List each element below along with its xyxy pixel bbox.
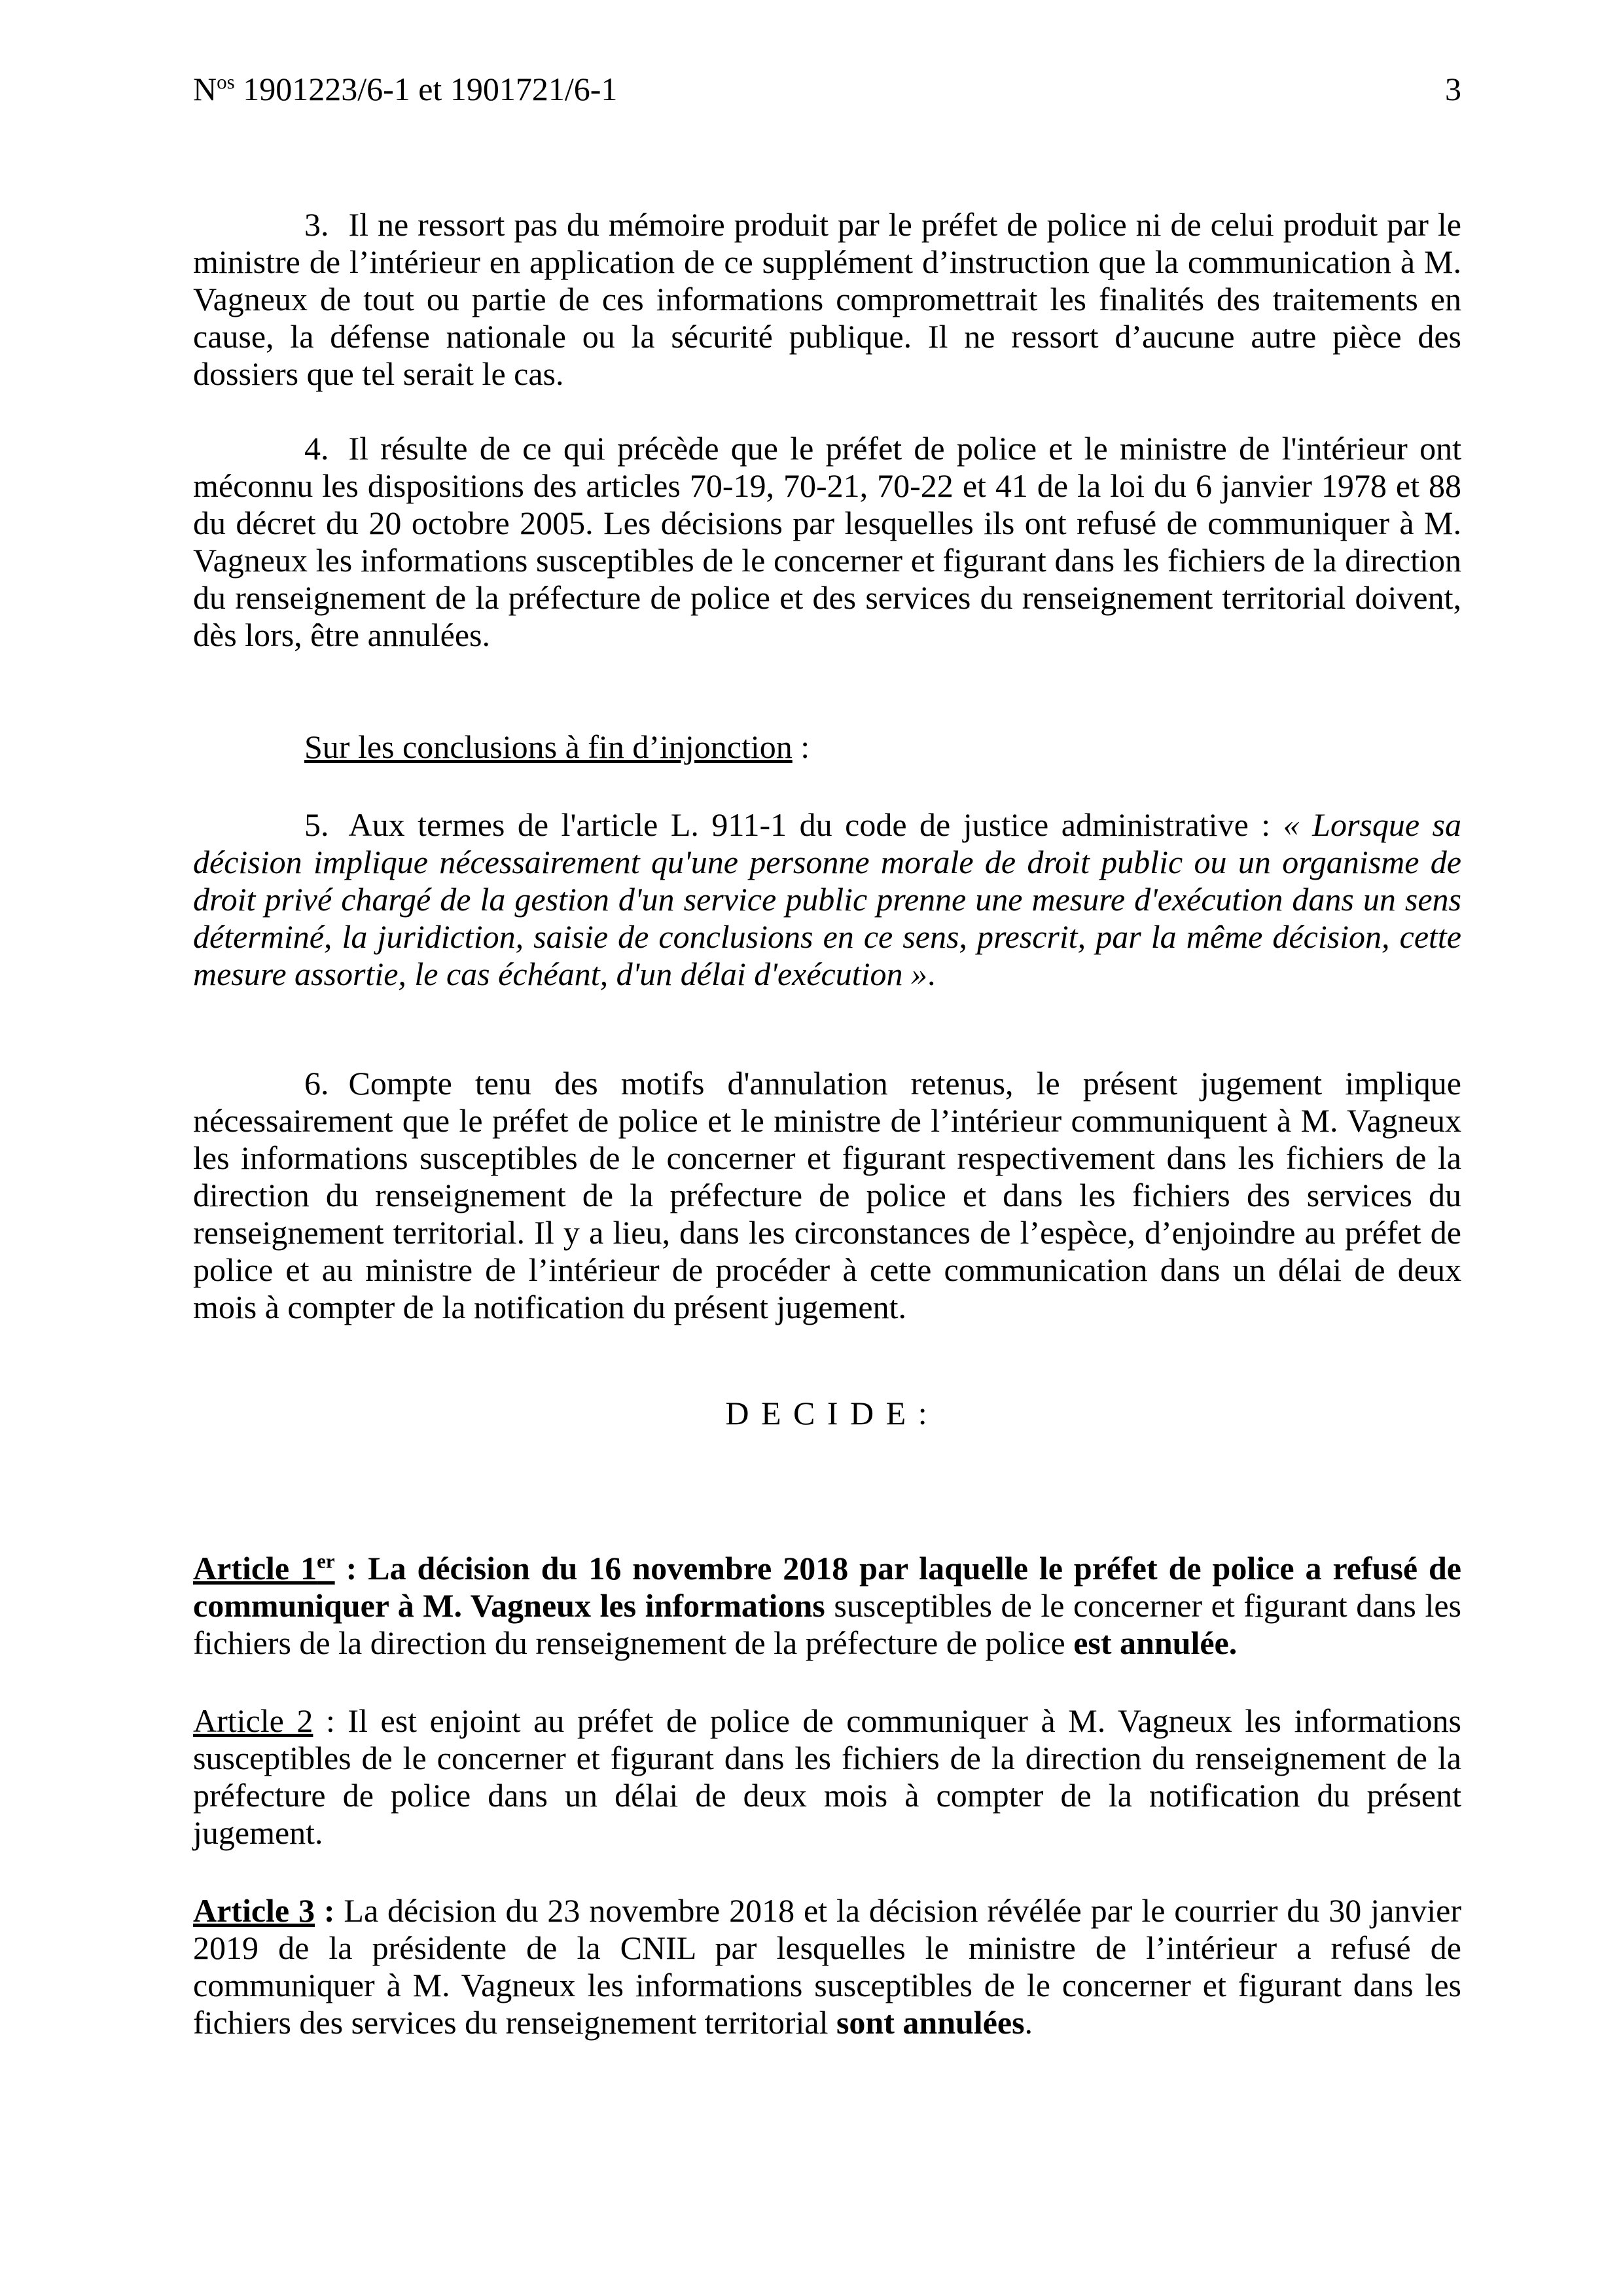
article-3-bold-tail: sont annulées [836,2004,1025,2041]
article-1-normal-text: susceptibles de le concerner et figurant dans les fichiers de la direction du renseignement de la préfecture de police [193,1587,1461,1661]
article-2-colon: : [313,1702,348,1739]
article-3-normal-text: La décision du 23 novembre 2018 et la décision révélée par le courrier du 30 janvier 2019 de la présidente de la CNIL par lesquelles le ministre de l’intérieur a refusé de communiquer à M. Vagneux les informations susceptibles de le concerner et figurant dans les fichiers des services du renseignement territorial [193,1892,1461,2041]
article-3-period: . [1024,2004,1033,2041]
article-1-bold-lead: La décision du 16 novembre 2018 par laquelle le préfet de police a refusé de communiquer à M. Vagneux les informations [193,1550,1461,1624]
article-3-colon: : [315,1892,344,1929]
paragraph-3-text: Il ne ressort pas du mémoire produit par le préfet de police ni de celui produit par le ministre de l’intérieur en application de ce supplément d’instruction que la communication à M. Vagneux de tout ou partie de ces informations compromettrait les finalités des traitements en cause, la défense nationale ou la sécurité publique. Il ne ressort d’aucune autre pièce des dossiers que tel serait le cas. [193,206,1461,392]
paragraph-5-intro: Aux termes de l'article L. 911-1 du code de justice administrative : [348,806,1283,843]
paragraph-5 [193,806,1461,993]
article-2-text: Il est enjoint au préfet de police de communiquer à M. Vagneux les informations susceptibles de le concerner et figurant dans les fichiers de la direction du renseignement de la préfecture de police dans un délai de deux mois à compter de la notification du présent jugement. [193,1702,1461,1851]
case-numbers-prefix: N [193,71,217,107]
article-1 [193,1550,1461,1662]
paragraph-3-number: 3. [304,206,329,243]
case-numbers-value: 1901223/6-1 et 1901721/6-1 [234,71,618,107]
paragraph-6-text: Compte tenu des motifs d'annulation retenus, le présent jugement implique nécessairement que le préfet de police et le ministre de l’intérieur communiquent à M. Vagneux les informations susceptibles de le concerner et figurant respectivement dans les fichiers de la direction du renseignement de la préfecture de police et dans les fichiers des services du renseignement territorial. Il y a lieu, dans les circonstances de l’espèce, d’enjoindre au préfet de police et au ministre de l’intérieur de procéder à cette communication dans un délai de deux mois à compter de la notification du présent jugement. [193,1065,1461,1325]
article-1-label-superscript: er [317,1549,335,1573]
page-number: 3 [1445,71,1461,107]
section-heading-injonction [193,728,1461,766]
paragraph-5-quote: « Lorsque sa décision implique nécessairement qu'une personne morale de droit public ou un organisme de droit privé chargé de la gestion d'un service public prenne une mesure d'exécution dans un sens déterminé, la juridiction, saisie de conclusions en ce sens, prescrit, par la même décision, cette mesure assortie, le cas échéant, d'un délai d'exécution » [193,806,1461,992]
article-1-colon: : [334,1550,368,1587]
article-2-label: Article 2 [193,1702,313,1739]
case-numbers [193,71,617,108]
paragraph-6 [193,1065,1461,1326]
paragraph-3 [193,206,1461,393]
section-heading-underlined: Sur les conclusions à fin d’injonction [304,728,793,765]
paragraph-4-number: 4. [304,430,329,467]
paragraph-6-number: 6. [304,1065,329,1102]
paragraph-4 [193,430,1461,654]
article-3 [193,1892,1461,2041]
article-2 [193,1702,1461,1852]
article-3-label: Article 3 [193,1892,315,1929]
decide-heading: D E C I D E : [725,1395,929,1431]
section-heading-colon: : [792,728,810,765]
page-header [193,71,1461,108]
paragraph-5-period: . [927,956,936,992]
article-1-bold-tail: est annulée. [1073,1624,1238,1661]
paragraph-5-number: 5. [304,806,329,843]
case-numbers-superscript: os [217,70,235,94]
article-1-label: Article 1er [193,1549,335,1587]
paragraph-4-text: Il résulte de ce qui précède que le préfet de police et le ministre de l'intérieur ont méconnu les dispositions des articles 70-19, 70-21, 70-22 et 41 de la loi du 6 janvier 1978 et 88 du décret du 20 octobre 2005. Les décisions par lesquelles ils ont refusé de communiquer à M. Vagneux les informations susceptibles de le concerner et figurant dans les fichiers de la direction du renseignement de la préfecture de police et des services du renseignement territorial doivent, dès lors, être annulées. [193,430,1461,653]
